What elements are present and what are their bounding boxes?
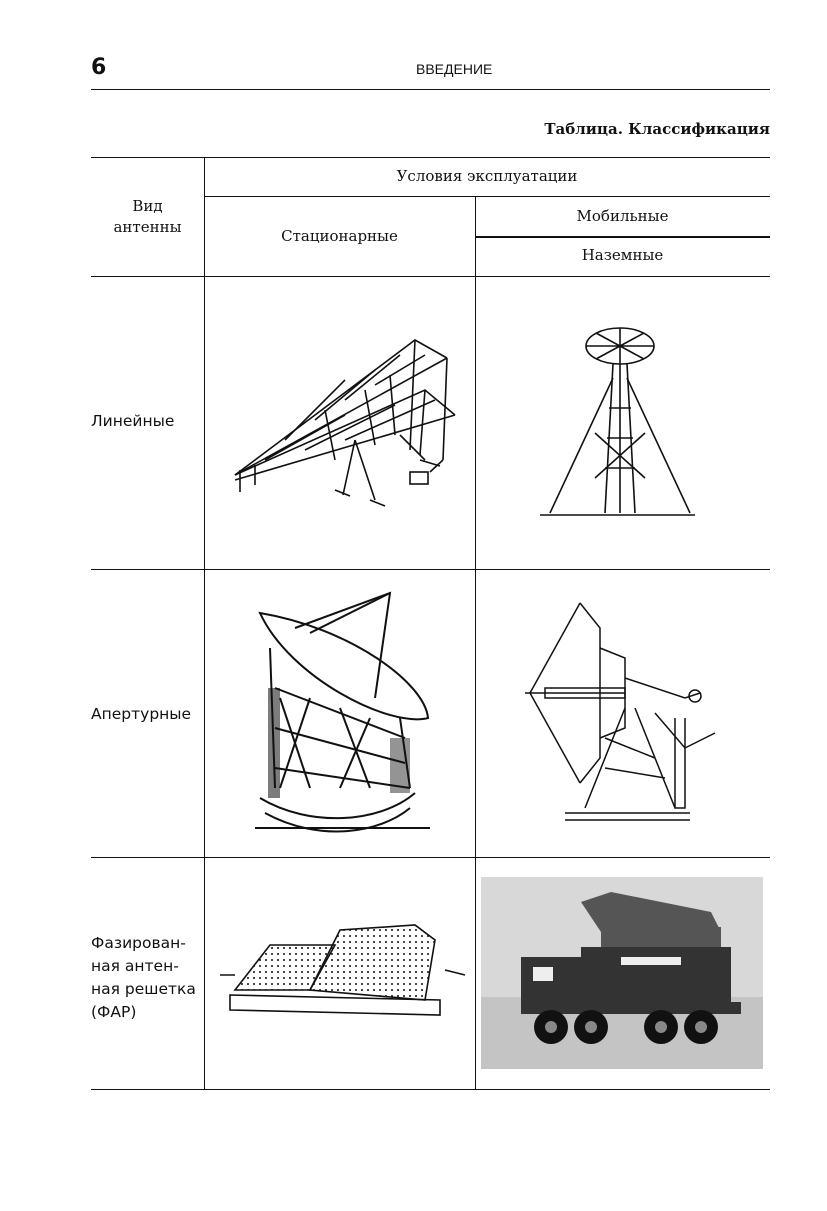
header-operating-conditions: Условия эксплуатации <box>396 167 578 185</box>
mobile-aperture-antenna-illustration <box>525 598 725 828</box>
row-label-phased-array: Фазирован- ная антен- ная решетка (ФАР) <box>91 934 196 1021</box>
table-top-rule <box>91 157 770 158</box>
header-antenna-type: Вид антенны <box>113 197 182 236</box>
header-stationary: Стационарные <box>281 227 398 245</box>
table-bottom-rule <box>91 1089 770 1090</box>
table-caption: Таблица. Классификация <box>544 120 770 138</box>
col2-vertical-rule <box>475 196 476 1090</box>
stationary-aperture-antenna-illustration <box>250 588 435 838</box>
header-bottom-rule <box>91 276 770 277</box>
running-title: ВВЕДЕНИЕ <box>416 61 493 77</box>
conditions-rule <box>204 196 770 197</box>
header-mobile: Мобильные <box>576 207 669 225</box>
mobile-linear-antenna-illustration <box>535 318 705 523</box>
header-ground: Наземные <box>581 246 664 264</box>
row-label-linear: Линейные <box>91 412 175 430</box>
header-rule <box>91 89 770 90</box>
mobile-phased-array-vehicle-photo <box>481 877 763 1069</box>
row1-bottom-rule <box>91 569 770 570</box>
stationary-linear-antenna-illustration <box>225 320 465 520</box>
col1-vertical-rule <box>204 157 205 1090</box>
row-label-aperture: Апертурные <box>91 705 192 723</box>
row2-bottom-rule <box>91 857 770 858</box>
page-number: 6 <box>91 55 107 80</box>
stationary-phased-array-illustration <box>215 915 470 1025</box>
mobile-rule <box>475 236 770 238</box>
